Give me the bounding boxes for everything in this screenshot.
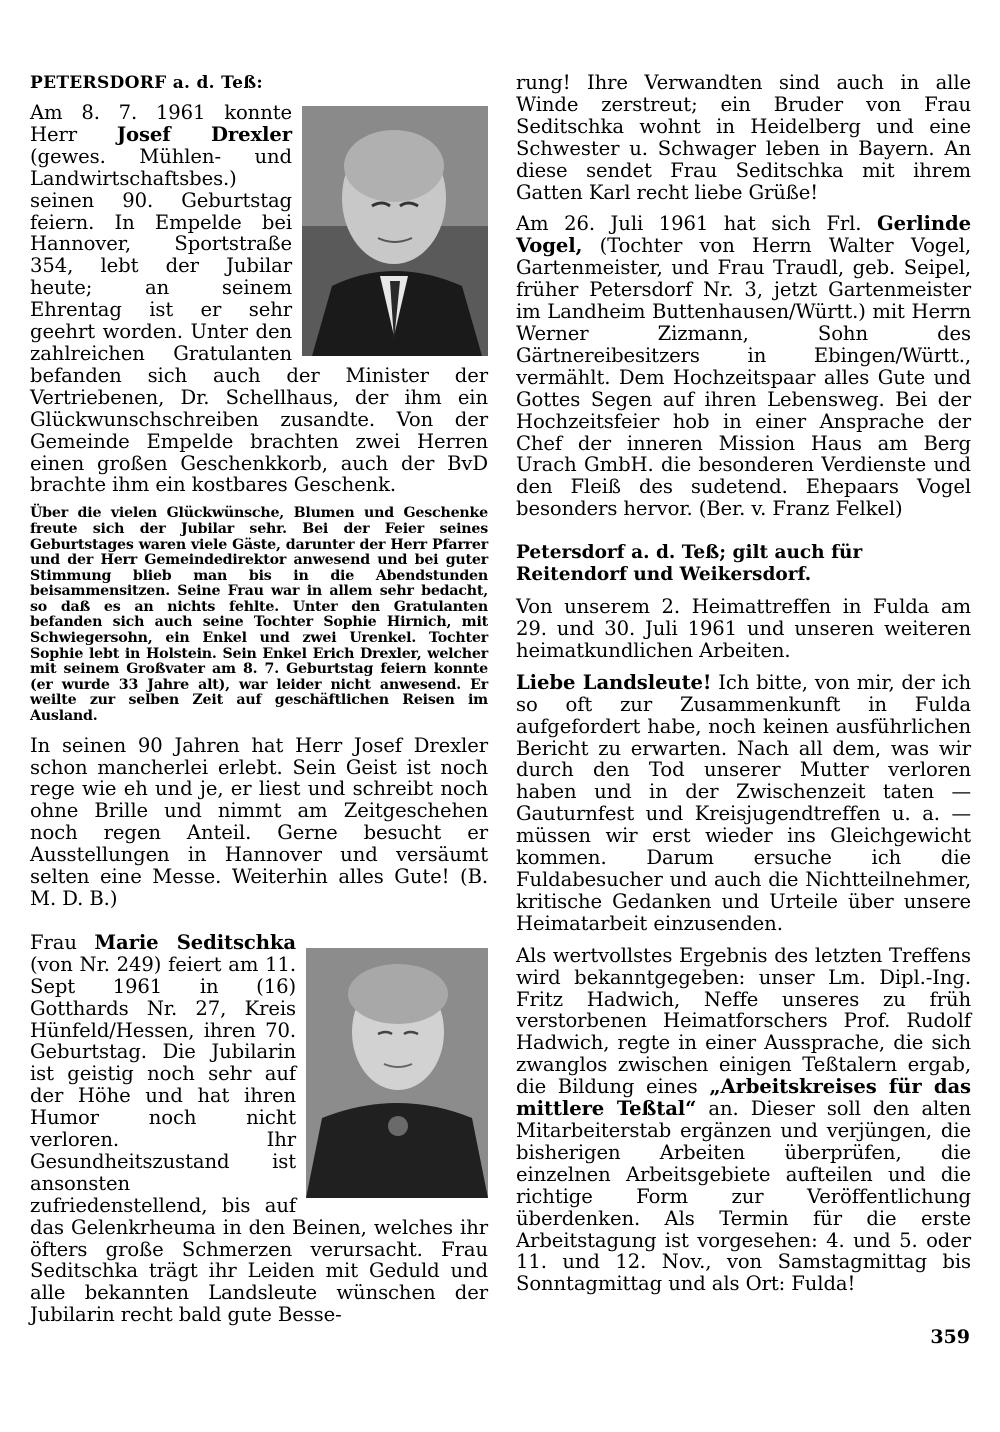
ergebnis-text-main: an. Dieser soll den alten Mitarbeiterstab ergänzen und verjüngen, die bisherigen Arbeiten überprüfen, die einzelnen Arbeitsgebiete aufteilen und die richtige Form zur Veröffentlichung überdenken. Als Termin für die erste Arbeitstagung ist vorgesehen: 4. und 5. oder 11. und 12. Nov., von Samstagmittag bis Sonntagmittag und als Ort: Fulda! (516, 1097, 971, 1296)
person-name-josef-drexler: Josef Drexler (116, 122, 292, 146)
portrait-photo-marie-seditschka (306, 948, 488, 1198)
seditschka-text-main: (von Nr. 249) feiert am 11. Sept 1961 in (16) Gotthards Nr. 27, Kreis Hünfeld/Hessen, ihren 70. Geburtstag. Die Jubilarin ist geistig noch sehr auf der Höhe und hat ihren Humor noch nicht verloren. Ihr Gesundheitszustand ist ansonsten zufriedenstellend, bis auf das Gelenkrheuma in den Beinen, welches ihr öfters große Schmerzen verursacht. Frau Seditschka trägt ihr Leiden mit Geduld und alle bekannten Landsleute wünschen der Jubilarin recht bald gute Besse- (30, 952, 488, 1327)
seditschka-continuation-paragraph: rung! Ihre Verwandten sind auch in alle Winde zerstreut; ein Bruder von Frau Seditschka wohnt in Heidelberg und eine Schwester u. Schwager leben in Bayern. An diese sendet Frau Seditschka mit ihrem Gatten Karl recht liebe Grüße! (516, 71, 971, 204)
left-column (30, 72, 488, 1326)
salutation-liebe-landsleute: Liebe Landsleute! (516, 670, 712, 694)
right-column (516, 72, 971, 1295)
drexler-text-intro: Am 8. 7. 1961 konnte Herr (30, 101, 292, 146)
treffen-intro-paragraph: Von unserem 2. Heimattreffen in Fulda am 29. und 30. Juli 1961 und unseren weiteren heimatkundlichen Arbeiten. (516, 595, 971, 662)
drexler-text-main: (gewes. Mühlen- und Landwirtschaftsbes.) seinen 90. Geburtstag feiern. In Empelde bei Hannover, Sportstraße 354, lebt der Jubilar heute; an seinem Ehrentag ist er sehr geehrt worden. Unter den zahlreichen Gratulanten befanden sich auch der Minister der Vertriebenen, Dr. Schellhaus, der ihm ein Glückwunschschreiben zusandte. Von der Gemeinde Empelde brachten zwei Herren einen großen Geschenkkorb, auch der BvD brachte ihm ein kostbares Geschenk. (30, 144, 488, 497)
portrait-man-image (302, 106, 488, 356)
portrait-woman-image (306, 948, 488, 1198)
arbeitskreis-name: „Arbeitskreises für das mittlere Teßtal“ (516, 1075, 971, 1121)
person-name-marie-seditschka: Marie Seditschka (94, 930, 296, 954)
section-heading-heimattreffen: Petersdorf a. d. Teß; gilt auch für Reitendorf und Weikersdorf. (516, 542, 863, 586)
person-name-gerlinde-vogel: Gerlinde Vogel, (516, 212, 971, 258)
vogel-text-intro: Am 26. Juli 1961 hat sich Frl. (516, 212, 877, 236)
portrait-photo-josef-drexler (302, 106, 488, 356)
drexler-closing-paragraph: In seinen 90 Jahren hat Herr Josef Drexler schon mancherlei erlebt. Sein Geist ist noch rege wie eh und je, er liest und schreibt noch ohne Brille und nimmt am Zeitgeschehen noch regen Anteil. Gerne besucht er Ausstellungen in Hannover und versäumt selten eine Messe. Weiterhin alles Gute! (B. M. D. B.) (30, 733, 488, 910)
drexler-small-print-paragraph: Über die vielen Glückwünsche, Blumen und Geschenke freute sich der Jubilar sehr. Bei der Feier seines Geburtstages waren viele Gäste, darunter der Herr Pfarrer und der Herr Gemeindedirektor anwesend und bei guter Stimmung blieb man bis in die Abendstunden beisammensitzen. Seine Frau war in allem sehr bedacht, so daß es an nichts fehlte. Unter den Gratulanten befanden sich auch seine Tochter Sophie Hirnich, mit Schwiegersohn, ein Enkel und zwei Urenkel. Tochter Sophie lebt in Holstein. Sein Enkel Erich Drexler, welcher mit seinem Großvater am 8. 7. Geburtstag feiern konnte (er wurde 33 Jahre alt), war leider nicht anwesend. Er weilte zur selben Zeit auf geschäftlichen Reisen im Ausland. (30, 505, 488, 725)
ergebnis-text-intro: Als wertvollstes Ergebnis des letzten Treffens wird bekanntgegeben: unser Lm. Dipl.-Ing. Fritz Hadwich, Neffe unseres zu früh verstorbenen Heimatforschers Prof. Rudolf Hadwich, regte in einer Aussprache, die sich zwanglos zwischen einigen Teßtalern ergab, die Bildung eines (516, 943, 971, 1099)
landsleute-letter-text: Ich bitte, von mir, der ich so oft zur Zusammenkunft in Fulda aufgefordert habe, noch keinen ausführlichen Bericht zu erwarten. Nach all dem, was wir durch den Tod unserer Mutter verloren haben und in der Zwischenzeit taten — Gauturnfest und Kreisjugendtreffen u. a. — müssen wir erst wieder ins Gleichgewicht kommen. Darum ersuche ich die Fuldabesucher und auch die Nichtteilnehmer, kritische Gedanken und Urteile über unsere Heimatarbeit einzusenden. (516, 670, 972, 935)
seditschka-text-intro: Frau (30, 930, 95, 954)
section-heading-petersdorf: PETERSDORF a. d. Teß: (30, 73, 264, 93)
vogel-text-main: (Tochter von Herrn Walter Vogel, Gartenmeister, und Frau Traudl, geb. Seipel, früher Petersdorf Nr. 3, jetzt Gartenmeister im Landheim Buttenhausen/Württ.) mit Herrn Werner Zizmann, Sohn des Gärtnereibesitzers in Ebingen/Württ., vermählt. Dem Hochzeitspaar alles Gute und Gottes Segen auf ihren Lebensweg. Bei der Hochzeitsfeier hob in einer Ansprache der Chef der inneren Mission Haus am Berg Urach GmbH. die besonderen Verdienste und den Fleiß des sudetend. Ehepaars Vogel besonders hervor. (Ber. v. Franz Felkel) (516, 234, 971, 521)
page-number: 359 (930, 1326, 970, 1348)
